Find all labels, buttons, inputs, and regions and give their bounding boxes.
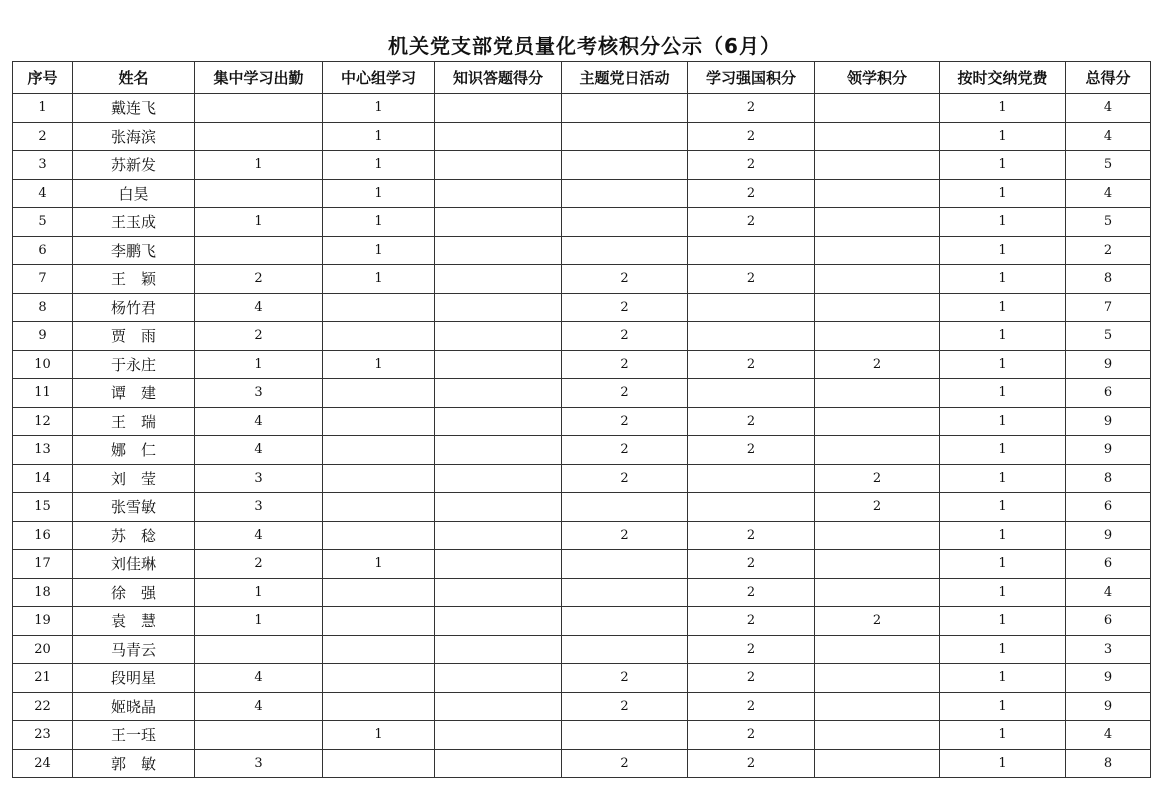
cell-total-score: 5 [1066,151,1151,180]
table-row [13,322,1151,351]
cell-total-score: 4 [1066,179,1151,208]
cell-central-group-study [323,464,435,493]
cell-party-day-activity [562,208,688,237]
cell-quiz-score [435,521,562,550]
cell-index: 14 [13,464,73,493]
cell-dues-on-time: 1 [940,379,1066,408]
header-total-score: 总得分 [1066,62,1151,94]
cell-lead-study-points [815,151,940,180]
cell-central-group-study [323,635,435,664]
cell-party-day-activity [562,122,688,151]
cell-total-score: 6 [1066,550,1151,579]
cell-quiz-score [435,493,562,522]
cell-group-study-attendance [195,122,323,151]
cell-dues-on-time: 1 [940,749,1066,778]
cell-lead-study-points [815,265,940,294]
cell-party-day-activity [562,151,688,180]
cell-xuexi-points: 2 [688,407,815,436]
cell-name: 李鹏飞 [73,236,195,265]
cell-index: 12 [13,407,73,436]
cell-central-group-study [323,436,435,465]
cell-lead-study-points: 2 [815,493,940,522]
cell-central-group-study: 1 [323,151,435,180]
cell-party-day-activity: 2 [562,521,688,550]
cell-index: 7 [13,265,73,294]
table-row [13,293,1151,322]
cell-quiz-score [435,350,562,379]
cell-xuexi-points: 2 [688,664,815,693]
cell-dues-on-time: 1 [940,692,1066,721]
cell-party-day-activity: 2 [562,749,688,778]
cell-name: 郭 敏 [73,749,195,778]
cell-party-day-activity [562,721,688,750]
cell-quiz-score [435,293,562,322]
table-row [13,607,1151,636]
cell-central-group-study [323,322,435,351]
table-body [13,94,1151,778]
cell-dues-on-time: 1 [940,322,1066,351]
cell-dues-on-time: 1 [940,122,1066,151]
cell-total-score: 9 [1066,350,1151,379]
cell-group-study-attendance: 1 [195,350,323,379]
cell-group-study-attendance [195,721,323,750]
cell-total-score: 4 [1066,122,1151,151]
cell-lead-study-points [815,379,940,408]
cell-name: 娜 仁 [73,436,195,465]
cell-quiz-score [435,692,562,721]
cell-lead-study-points [815,749,940,778]
cell-dues-on-time: 1 [940,664,1066,693]
cell-total-score: 4 [1066,94,1151,123]
cell-lead-study-points [815,179,940,208]
cell-xuexi-points: 2 [688,692,815,721]
cell-name: 王 颖 [73,265,195,294]
page-title: 机关党支部党员量化考核积分公示（6月） [388,34,781,58]
table-row [13,464,1151,493]
cell-lead-study-points [815,208,940,237]
cell-quiz-score [435,749,562,778]
cell-dues-on-time: 1 [940,550,1066,579]
cell-xuexi-points [688,493,815,522]
cell-party-day-activity: 2 [562,293,688,322]
cell-total-score: 8 [1066,464,1151,493]
cell-group-study-attendance: 2 [195,550,323,579]
cell-lead-study-points [815,407,940,436]
cell-total-score: 3 [1066,635,1151,664]
table-row [13,635,1151,664]
cell-lead-study-points [815,692,940,721]
cell-group-study-attendance: 1 [195,151,323,180]
table-row [13,493,1151,522]
cell-dues-on-time: 1 [940,350,1066,379]
cell-index: 3 [13,151,73,180]
cell-lead-study-points [815,721,940,750]
cell-index: 11 [13,379,73,408]
cell-party-day-activity: 2 [562,464,688,493]
header-lead-study-points: 领学积分 [815,62,940,94]
cell-group-study-attendance: 3 [195,493,323,522]
cell-name: 王玉成 [73,208,195,237]
table-row [13,379,1151,408]
cell-total-score: 2 [1066,236,1151,265]
cell-xuexi-points: 2 [688,635,815,664]
cell-index: 1 [13,94,73,123]
cell-group-study-attendance: 4 [195,664,323,693]
cell-dues-on-time: 1 [940,407,1066,436]
cell-index: 22 [13,692,73,721]
cell-dues-on-time: 1 [940,464,1066,493]
cell-quiz-score [435,550,562,579]
cell-index: 19 [13,607,73,636]
cell-xuexi-points [688,464,815,493]
cell-xuexi-points: 2 [688,151,815,180]
cell-name: 于永庄 [73,350,195,379]
cell-group-study-attendance: 4 [195,436,323,465]
cell-central-group-study: 1 [323,179,435,208]
header-group-study-attendance: 集中学习出勤 [195,62,323,94]
cell-dues-on-time: 1 [940,607,1066,636]
cell-party-day-activity [562,578,688,607]
cell-party-day-activity [562,236,688,265]
cell-lead-study-points [815,664,940,693]
cell-index: 21 [13,664,73,693]
cell-name: 王一珏 [73,721,195,750]
cell-central-group-study: 1 [323,265,435,294]
cell-group-study-attendance [195,635,323,664]
cell-total-score: 9 [1066,521,1151,550]
cell-index: 8 [13,293,73,322]
cell-quiz-score [435,265,562,294]
cell-name: 谭 建 [73,379,195,408]
cell-central-group-study [323,692,435,721]
cell-name: 姬晓晶 [73,692,195,721]
cell-index: 20 [13,635,73,664]
table-row [13,151,1151,180]
cell-name: 王 瑞 [73,407,195,436]
cell-xuexi-points: 2 [688,208,815,237]
cell-group-study-attendance: 2 [195,322,323,351]
cell-index: 24 [13,749,73,778]
cell-group-study-attendance: 1 [195,578,323,607]
cell-lead-study-points [815,236,940,265]
cell-name: 张雪敏 [73,493,195,522]
cell-quiz-score [435,407,562,436]
cell-name: 杨竹君 [73,293,195,322]
cell-lead-study-points [815,550,940,579]
cell-name: 苏新发 [73,151,195,180]
cell-dues-on-time: 1 [940,635,1066,664]
cell-central-group-study [323,493,435,522]
cell-lead-study-points [815,122,940,151]
cell-xuexi-points: 2 [688,607,815,636]
cell-xuexi-points [688,236,815,265]
cell-index: 23 [13,721,73,750]
cell-xuexi-points [688,322,815,351]
cell-lead-study-points [815,578,940,607]
cell-name: 袁 慧 [73,607,195,636]
cell-quiz-score [435,208,562,237]
cell-total-score: 7 [1066,293,1151,322]
cell-central-group-study [323,379,435,408]
header-row [13,62,1151,94]
cell-dues-on-time: 1 [940,94,1066,123]
cell-lead-study-points [815,436,940,465]
cell-dues-on-time: 1 [940,436,1066,465]
cell-group-study-attendance: 4 [195,692,323,721]
cell-lead-study-points: 2 [815,350,940,379]
table-row [13,407,1151,436]
cell-lead-study-points [815,322,940,351]
cell-index: 17 [13,550,73,579]
cell-total-score: 5 [1066,208,1151,237]
cell-party-day-activity: 2 [562,265,688,294]
cell-quiz-score [435,179,562,208]
cell-party-day-activity [562,550,688,579]
cell-xuexi-points: 2 [688,350,815,379]
cell-name: 苏 稔 [73,521,195,550]
cell-group-study-attendance [195,179,323,208]
cell-dues-on-time: 1 [940,236,1066,265]
cell-dues-on-time: 1 [940,493,1066,522]
cell-index: 15 [13,493,73,522]
cell-lead-study-points [815,521,940,550]
cell-index: 5 [13,208,73,237]
table-row [13,236,1151,265]
cell-central-group-study: 1 [323,550,435,579]
header-name: 姓名 [73,62,195,94]
cell-party-day-activity: 2 [562,350,688,379]
table-row [13,436,1151,465]
cell-central-group-study: 1 [323,122,435,151]
header-dues-on-time: 按时交纳党费 [940,62,1066,94]
cell-xuexi-points: 2 [688,578,815,607]
cell-name: 刘佳琳 [73,550,195,579]
cell-party-day-activity [562,635,688,664]
cell-total-score: 9 [1066,436,1151,465]
cell-total-score: 9 [1066,692,1151,721]
cell-index: 4 [13,179,73,208]
cell-quiz-score [435,578,562,607]
cell-group-study-attendance: 4 [195,293,323,322]
cell-total-score: 4 [1066,721,1151,750]
cell-group-study-attendance: 3 [195,464,323,493]
cell-quiz-score [435,464,562,493]
cell-name: 贾 雨 [73,322,195,351]
cell-central-group-study: 1 [323,721,435,750]
table-row [13,208,1151,237]
table-row [13,122,1151,151]
cell-central-group-study [323,521,435,550]
cell-dues-on-time: 1 [940,151,1066,180]
cell-index: 10 [13,350,73,379]
cell-total-score: 9 [1066,664,1151,693]
cell-dues-on-time: 1 [940,521,1066,550]
cell-central-group-study: 1 [323,94,435,123]
cell-quiz-score [435,436,562,465]
cell-party-day-activity: 2 [562,692,688,721]
cell-xuexi-points [688,293,815,322]
cell-central-group-study: 1 [323,236,435,265]
cell-total-score: 9 [1066,407,1151,436]
cell-party-day-activity: 2 [562,436,688,465]
cell-quiz-score [435,322,562,351]
table-row [13,550,1151,579]
cell-quiz-score [435,122,562,151]
score-table [12,61,1151,778]
cell-index: 18 [13,578,73,607]
table-row [13,578,1151,607]
cell-party-day-activity: 2 [562,664,688,693]
cell-xuexi-points: 2 [688,94,815,123]
table-row [13,521,1151,550]
cell-party-day-activity: 2 [562,407,688,436]
cell-name: 刘 莹 [73,464,195,493]
cell-dues-on-time: 1 [940,721,1066,750]
cell-group-study-attendance [195,94,323,123]
cell-group-study-attendance: 4 [195,521,323,550]
cell-party-day-activity [562,493,688,522]
header-central-group-study: 中心组学习 [323,62,435,94]
cell-xuexi-points [688,379,815,408]
cell-dues-on-time: 1 [940,578,1066,607]
cell-index: 13 [13,436,73,465]
cell-quiz-score [435,94,562,123]
cell-xuexi-points: 2 [688,550,815,579]
cell-index: 16 [13,521,73,550]
cell-quiz-score [435,236,562,265]
header-quiz-score: 知识答题得分 [435,62,562,94]
cell-party-day-activity [562,94,688,123]
table-row [13,179,1151,208]
cell-total-score: 4 [1066,578,1151,607]
cell-quiz-score [435,379,562,408]
cell-total-score: 6 [1066,607,1151,636]
cell-total-score: 8 [1066,265,1151,294]
cell-central-group-study: 1 [323,350,435,379]
cell-name: 段明星 [73,664,195,693]
cell-dues-on-time: 1 [940,179,1066,208]
cell-index: 9 [13,322,73,351]
cell-xuexi-points: 2 [688,265,815,294]
cell-quiz-score [435,635,562,664]
cell-central-group-study [323,749,435,778]
cell-total-score: 5 [1066,322,1151,351]
cell-party-day-activity [562,179,688,208]
cell-central-group-study [323,407,435,436]
header-party-day-activity: 主题党日活动 [562,62,688,94]
cell-group-study-attendance: 3 [195,749,323,778]
cell-quiz-score [435,151,562,180]
cell-quiz-score [435,607,562,636]
cell-xuexi-points: 2 [688,721,815,750]
cell-group-study-attendance: 3 [195,379,323,408]
cell-group-study-attendance: 1 [195,607,323,636]
cell-name: 白昊 [73,179,195,208]
cell-central-group-study [323,607,435,636]
cell-lead-study-points [815,293,940,322]
table-row [13,692,1151,721]
cell-central-group-study [323,664,435,693]
table-row [13,265,1151,294]
cell-index: 2 [13,122,73,151]
table-row [13,94,1151,123]
cell-central-group-study: 1 [323,208,435,237]
cell-name: 马青云 [73,635,195,664]
cell-dues-on-time: 1 [940,208,1066,237]
cell-xuexi-points: 2 [688,521,815,550]
cell-lead-study-points: 2 [815,464,940,493]
cell-group-study-attendance: 2 [195,265,323,294]
cell-group-study-attendance [195,236,323,265]
header-xuexi-points: 学习强国积分 [688,62,815,94]
cell-group-study-attendance: 1 [195,208,323,237]
cell-name: 张海滨 [73,122,195,151]
cell-lead-study-points [815,94,940,123]
cell-central-group-study [323,578,435,607]
cell-lead-study-points: 2 [815,607,940,636]
table-row [13,350,1151,379]
cell-index: 6 [13,236,73,265]
table-row [13,664,1151,693]
cell-name: 戴连飞 [73,94,195,123]
cell-total-score: 6 [1066,493,1151,522]
cell-group-study-attendance: 4 [195,407,323,436]
cell-party-day-activity: 2 [562,379,688,408]
cell-xuexi-points: 2 [688,179,815,208]
cell-central-group-study [323,293,435,322]
cell-quiz-score [435,721,562,750]
cell-party-day-activity [562,607,688,636]
cell-lead-study-points [815,635,940,664]
cell-xuexi-points: 2 [688,436,815,465]
cell-total-score: 6 [1066,379,1151,408]
cell-dues-on-time: 1 [940,265,1066,294]
cell-xuexi-points: 2 [688,122,815,151]
cell-name: 徐 强 [73,578,195,607]
header-index: 序号 [13,62,73,94]
table-row [13,721,1151,750]
cell-quiz-score [435,664,562,693]
table-row [13,749,1151,778]
cell-dues-on-time: 1 [940,293,1066,322]
cell-xuexi-points: 2 [688,749,815,778]
cell-total-score: 8 [1066,749,1151,778]
cell-party-day-activity: 2 [562,322,688,351]
